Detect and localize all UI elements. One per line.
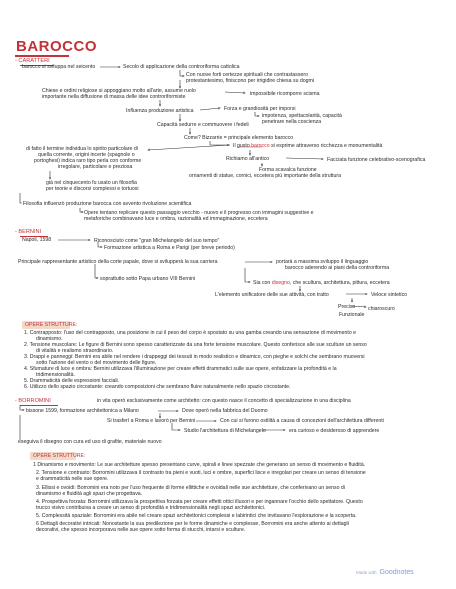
note-line: penetrare nella coscienza (262, 119, 322, 125)
list-item: decorativi, che spesso incorporava nelle sue opere sotto forma di stucchi, intarsi e sculture. (36, 527, 246, 533)
list-item: 5. Drammaticità delle espressioni facciali. (24, 378, 120, 384)
list-item: 5. Complessità spaziale: Borromini era abile nel creare spazi architettonici complessi e labirintici che invitavano l'esplorazione e la scoperta. (36, 513, 357, 519)
note-line: già nel cinquecento fu usato un filosofia (46, 180, 137, 186)
note-line: di fatto il termine individua lo spirito particolare di (26, 146, 138, 152)
note-line: Principale rappresentante artistico della corte papale, dove si svilupperà la sua carriera (18, 259, 218, 265)
note-line: Riconosciuto come "gran Michelangelo del suo tempo" (94, 238, 220, 244)
section-borromini: - BORROMINI (15, 398, 51, 404)
arrow (148, 145, 230, 150)
badge-brand: Goodnotes (379, 569, 414, 576)
list-item: tridimensionalità. (36, 372, 75, 378)
arrow (255, 112, 259, 116)
list-item: 2. Tensione e contrasto: Borromini utilizzava il contrasto tra pieni e vuoti, luci e ombre, superfici lisce e irregolari per creare un senso di tensione (36, 470, 366, 476)
section-bernini: - BERNINI (15, 229, 42, 235)
note-line: barocco aderendo ai piani della controriforma (285, 265, 390, 271)
list-item: 1 Dinamismo e movimento: Le sue architetture spesso presentano curve, spirali e linee spezzate che generano un senso di movimento e fluidità. (33, 462, 366, 468)
note-line: Con cui si furono ostilità a causa di concezioni dell'architettura differenti (220, 418, 384, 424)
list-item: 3. Drappi e panneggi: Bernini era abile nel rendere i drappeggi dei tessuti in modo realistico e dinamico, con pieghe e solchi che sembrano muoversi (24, 354, 365, 360)
note-line: Filosofia influenzò produzione barocca con avvento rivoluzione scientifica (23, 201, 192, 207)
list-item: 2. Tensione muscolare: Le figure di Bernini sono spesso caratterizzate da una forte tensione muscolare. Questo conferisce alle sue sculture un senso (24, 342, 367, 348)
goodnotes-badge (356, 567, 418, 578)
note-line: era curioso e desideroso di apprendere (289, 428, 380, 434)
arrow (20, 193, 22, 203)
note-line: Influenza produzione artistica (126, 108, 194, 114)
note-line: Studio l'architettura di Michelangelo (184, 428, 266, 434)
note-line: ornamenti di statue, cornici, eccetera più importante della struttura (189, 173, 341, 179)
note-line: Veloce sintetico (371, 292, 408, 298)
note-line: per teorie e discorsi complessi e tortuosi (46, 186, 139, 192)
subsection-borromini-opere: OPERE STRUTTURE: (33, 453, 86, 459)
note-line: protestantesimo, finiscono per irrigidire chiesa su dogmi (186, 78, 315, 84)
title-underline (15, 55, 69, 57)
note-line: Dove operò nella fabbrica del Duomo (182, 408, 268, 414)
note-line: impotenza, spettacolarità, capacità (262, 113, 342, 119)
arrow (180, 70, 184, 76)
arrow (286, 158, 323, 159)
list-item: trucco visivo contribuiva a creare un senso di profondità e tridimensionalità negli spazi architettonici. (36, 505, 266, 511)
page-title: BAROCCO (16, 38, 97, 55)
arrow (210, 141, 229, 145)
arrow (95, 264, 98, 278)
arrow (80, 208, 83, 212)
arrow (245, 268, 250, 282)
note-line: Opere tentano replicare questo passaggio vecchio - nuovo e il progresso con immagini suggestive e (84, 210, 314, 216)
note-line: metaforiche combinavano luce e ombra, razionalità ed immaginazione, eccetera (84, 216, 268, 222)
note-line: in vita operò esclusivamente come architetto: con questo nasce il concetto di specializzazione in una disciplina (97, 398, 351, 404)
list-item: 1. Contrapposto: l'uso del contrapposto, una posizione in cui il peso del corpo è spostato su una gamba creando una sensazione di movimento e (24, 330, 357, 336)
note-line: importante nella diffusione di massa delle idee controriformiste (42, 94, 186, 100)
list-item: dinamismo. (36, 336, 63, 342)
note-line: impossibile ricomporre scisma (250, 91, 320, 97)
note-line: Con nuove forti certezze spirituali che contrastassero (186, 72, 308, 78)
note-line: portarà a massima sviluppo il linguaggio (276, 259, 369, 265)
section-borromini-underline (20, 405, 58, 406)
list-item: 6. Utilizzo dello spazio circostante: creando composizioni che sembrano fluire naturalmente nello spazio circostante. (24, 384, 291, 390)
note-line: barocco si sviluppa nel seicento (22, 64, 96, 70)
list-item: di vitalità e realismo straordinario. (36, 348, 114, 354)
list-item: sotto l'azione del vento o del movimento delle figure. (36, 360, 157, 366)
note-line: Napoli, 1598 (22, 237, 52, 243)
note-line: Forma scavalca funzione (259, 167, 317, 173)
section-borromini-label: BORROMINI (18, 398, 51, 404)
note-line: quella corrente, origini incerte (spagnole o (38, 152, 135, 158)
section-caratteri-label: CARATTERI (18, 58, 50, 64)
note-line: Chiese e ordini religiose si appoggiano molto all'arte, assume ruolo (42, 88, 196, 94)
note-line: eseguiva il disegno con cura ed uso di grafite, materiale nuovo (18, 439, 162, 445)
list-item: 6 Dettagli decorativi intricati: Nonostante la sua predilezione per le forme dinamiche e complesse, Borromini era anche attento ai dettagli (36, 521, 349, 527)
note-line: Si trasferì a Roma e lavorò per Bernini (107, 418, 196, 424)
arrow (225, 92, 245, 93)
list-item: 4. Sfumature di luce e ombra: Bernini utilizzava l'illuminazione per creare effetti drammatici sulle sue opere, enfatizzare la profondità e la (24, 366, 337, 372)
note-line: Sia con disegno, che scultura, architettura, pittura, eccetera (253, 280, 390, 286)
note-line: L'elemento unificatore delle sue attività, con tratto (215, 292, 329, 298)
section-caratteri: - CARATTERI (15, 58, 50, 64)
subsection-bernini-opere: OPERE STRUTTURE: (25, 322, 78, 328)
list-item: 4. Prospettiva forzata: Borromini utilizzava la prospettiva forzata per creare effetti ottici illusori e per ingannare l'occhio dello spettatore. Questo (36, 499, 363, 505)
note-line: chiaroscuro (368, 306, 395, 312)
arrow (200, 108, 220, 110)
note-line: Come? Bizzarrie = principale elemento barocco (184, 135, 294, 141)
note-line: Forza e grandiosità per imporsi (224, 106, 296, 112)
note-line: irregolare, particolare e preziosa (58, 164, 133, 170)
note-line: Facciata funzione celebrativo-scenografica (327, 157, 426, 163)
note-line: soprattutto sotto Papa urbano VIII Bernini (100, 276, 196, 282)
note-line: Preciso (338, 304, 356, 310)
note-line: Richiamo all'antico (226, 156, 270, 162)
note-line: bissone 1599, formazione architettonica a Milano (26, 408, 139, 414)
badge-made-with: Made with (356, 570, 377, 575)
note-line: Capacità sedurre e commuovere i fedeli (157, 122, 249, 128)
note-line: Formazione artistica a Roma e Parigi (per breve periodo) (104, 245, 235, 251)
note-line: portoghesi) indica raro tipo perla con conforme (34, 158, 142, 164)
list-item: 3. Ellissi e ovoidi: Borromini era noto per l'uso frequente di forme ellittiche e ovoidali nelle sue architetture, che conferivano un senso di (36, 485, 345, 491)
section-bernini-label: BERNINI (18, 229, 42, 235)
note-line: Funzionale (339, 312, 365, 318)
note-line: Secolo di applicazione della controriforma cattolica (123, 64, 240, 70)
list-item: dinamismo e fluidità agli spazi che progettava. (36, 491, 143, 497)
note-line: Il gusto barocco si esprime attraverso ricchezza e monumentalità (233, 143, 383, 149)
list-item: e drammaticità nelle sue opere. (36, 476, 109, 482)
